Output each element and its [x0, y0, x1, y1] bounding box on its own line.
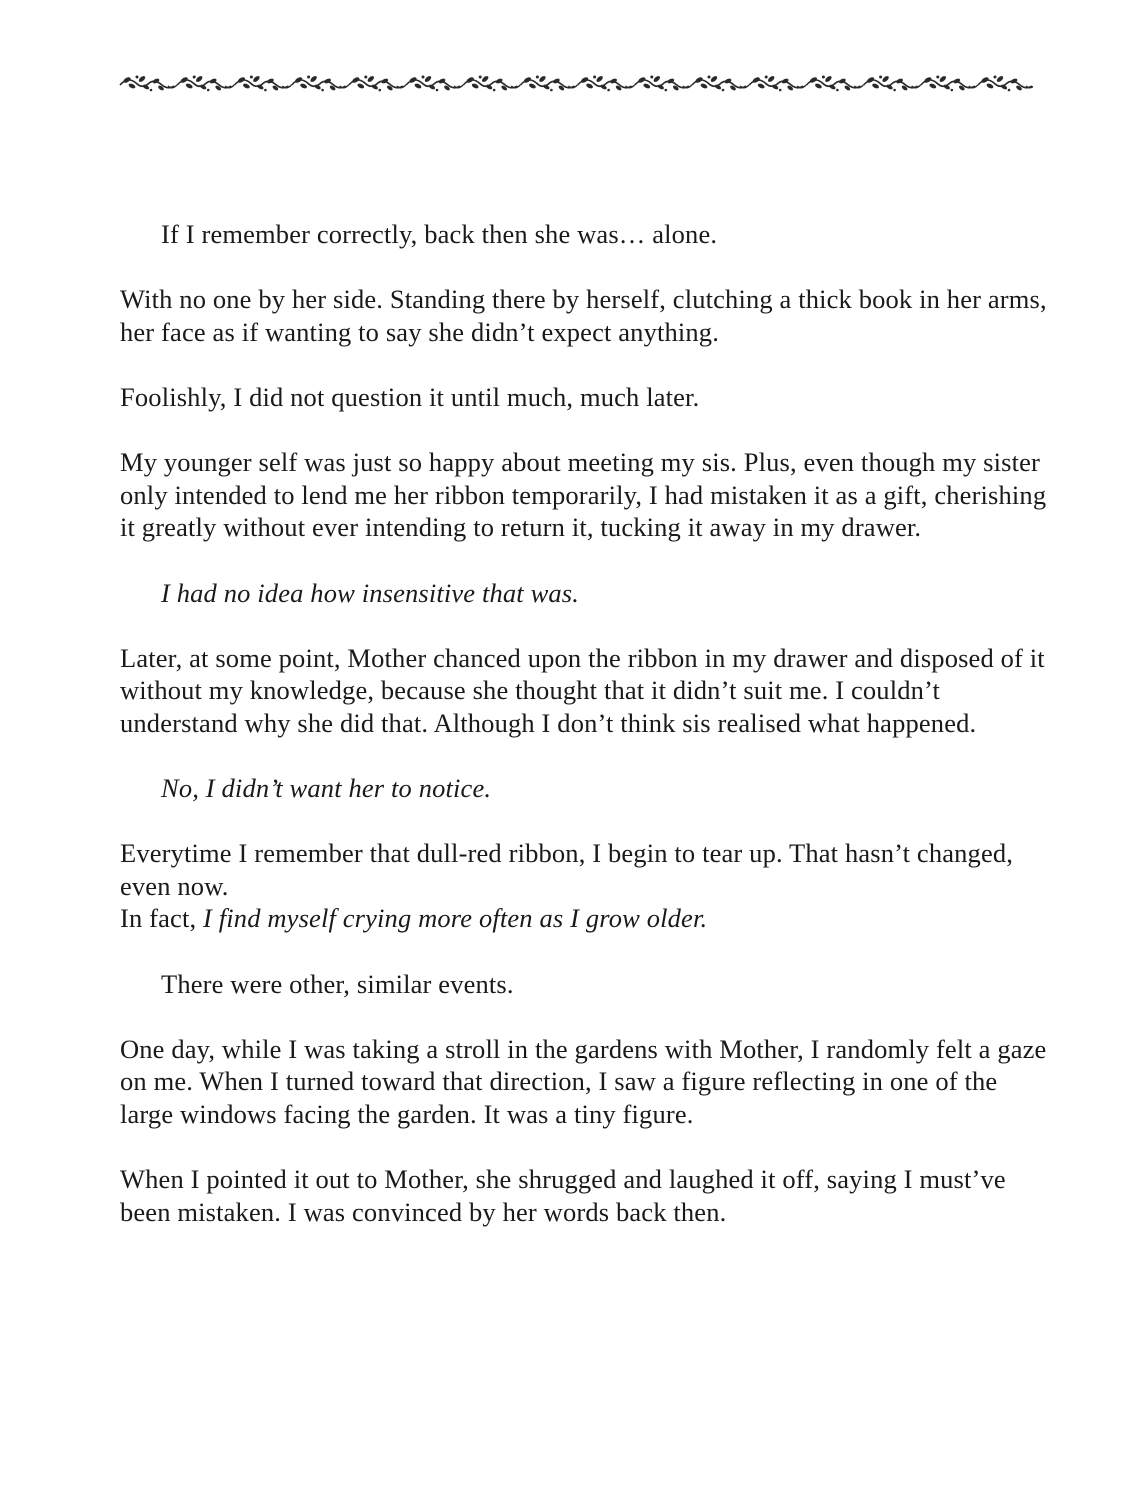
- floral-motif-icon: [749, 75, 806, 91]
- floral-motif-icon: [120, 75, 177, 91]
- document-body: [120, 218, 1050, 1261]
- paragraph-3: Foolishly, I did not question it until much, much later.: [120, 381, 700, 412]
- floral-vine-border-icon: [118, 72, 1033, 94]
- paragraph-12: When I pointed it out to Mother, she shrugged and laughed it off, saying I must’ve been mistaken. I was convinced by her words back then.: [120, 1164, 1006, 1227]
- paragraph-9: [120, 902, 1050, 935]
- paragraph-5-italic: I had no idea how insensitive that was.: [161, 577, 580, 608]
- paragraph-6: Later, at some point, Mother chanced upon the ribbon in my drawer and disposed of it without my knowledge, because she thought that it didn’t suit me. I couldn’t understand why she did that. Although I don’t think sis realised what happened.: [120, 642, 1045, 738]
- paragraph-1: If I remember correctly, back then she was… alone.: [161, 219, 718, 249]
- floral-motif-icon: [292, 75, 349, 91]
- paragraph-7-italic: No, I didn’t want her to notice.: [161, 773, 492, 804]
- floral-motif-icon: [978, 75, 1033, 91]
- paragraph-10: There were other, similar events.: [161, 968, 514, 999]
- floral-motif-icon: [806, 75, 863, 91]
- paragraph-9-plain: In fact,: [120, 903, 204, 934]
- paragraph-2: With no one by her side. Standing there by herself, clutching a thick book in her arms, her face as if wanting to say she didn’t expect anything.: [120, 284, 1047, 347]
- floral-motif-icon: [406, 75, 463, 91]
- floral-motif-icon: [349, 75, 406, 91]
- floral-motif-icon: [921, 75, 978, 91]
- floral-motif-icon: [864, 75, 921, 91]
- floral-motif-icon: [635, 75, 692, 91]
- paragraph-9-italic: I find myself crying more often as I grow older.: [203, 903, 708, 934]
- floral-motif-icon: [177, 75, 234, 91]
- floral-motif-icon: [578, 75, 635, 91]
- paragraph-4: My younger self was just so happy about meeting my sis. Plus, even though my sister only intended to lend me her ribbon temporarily, I had mistaken it as a gift, cherishing it greatly without ever intending to return it, tucking it away in my drawer.: [120, 447, 1047, 543]
- floral-motif-icon: [463, 75, 520, 91]
- floral-motif-icon: [692, 75, 749, 91]
- paragraph-11: One day, while I was taking a stroll in the gardens with Mother, I randomly felt a gaze on me. When I turned toward that direction, I saw a figure reflecting in one of the large windows facing the garden. It was a tiny figure.: [120, 1033, 1047, 1130]
- floral-motif-icon: [520, 75, 577, 91]
- paragraph-8: Everytime I remember that dull-red ribbon, I begin to tear up. That hasn’t changed, even now.: [120, 838, 1014, 901]
- floral-motif-icon: [234, 75, 291, 91]
